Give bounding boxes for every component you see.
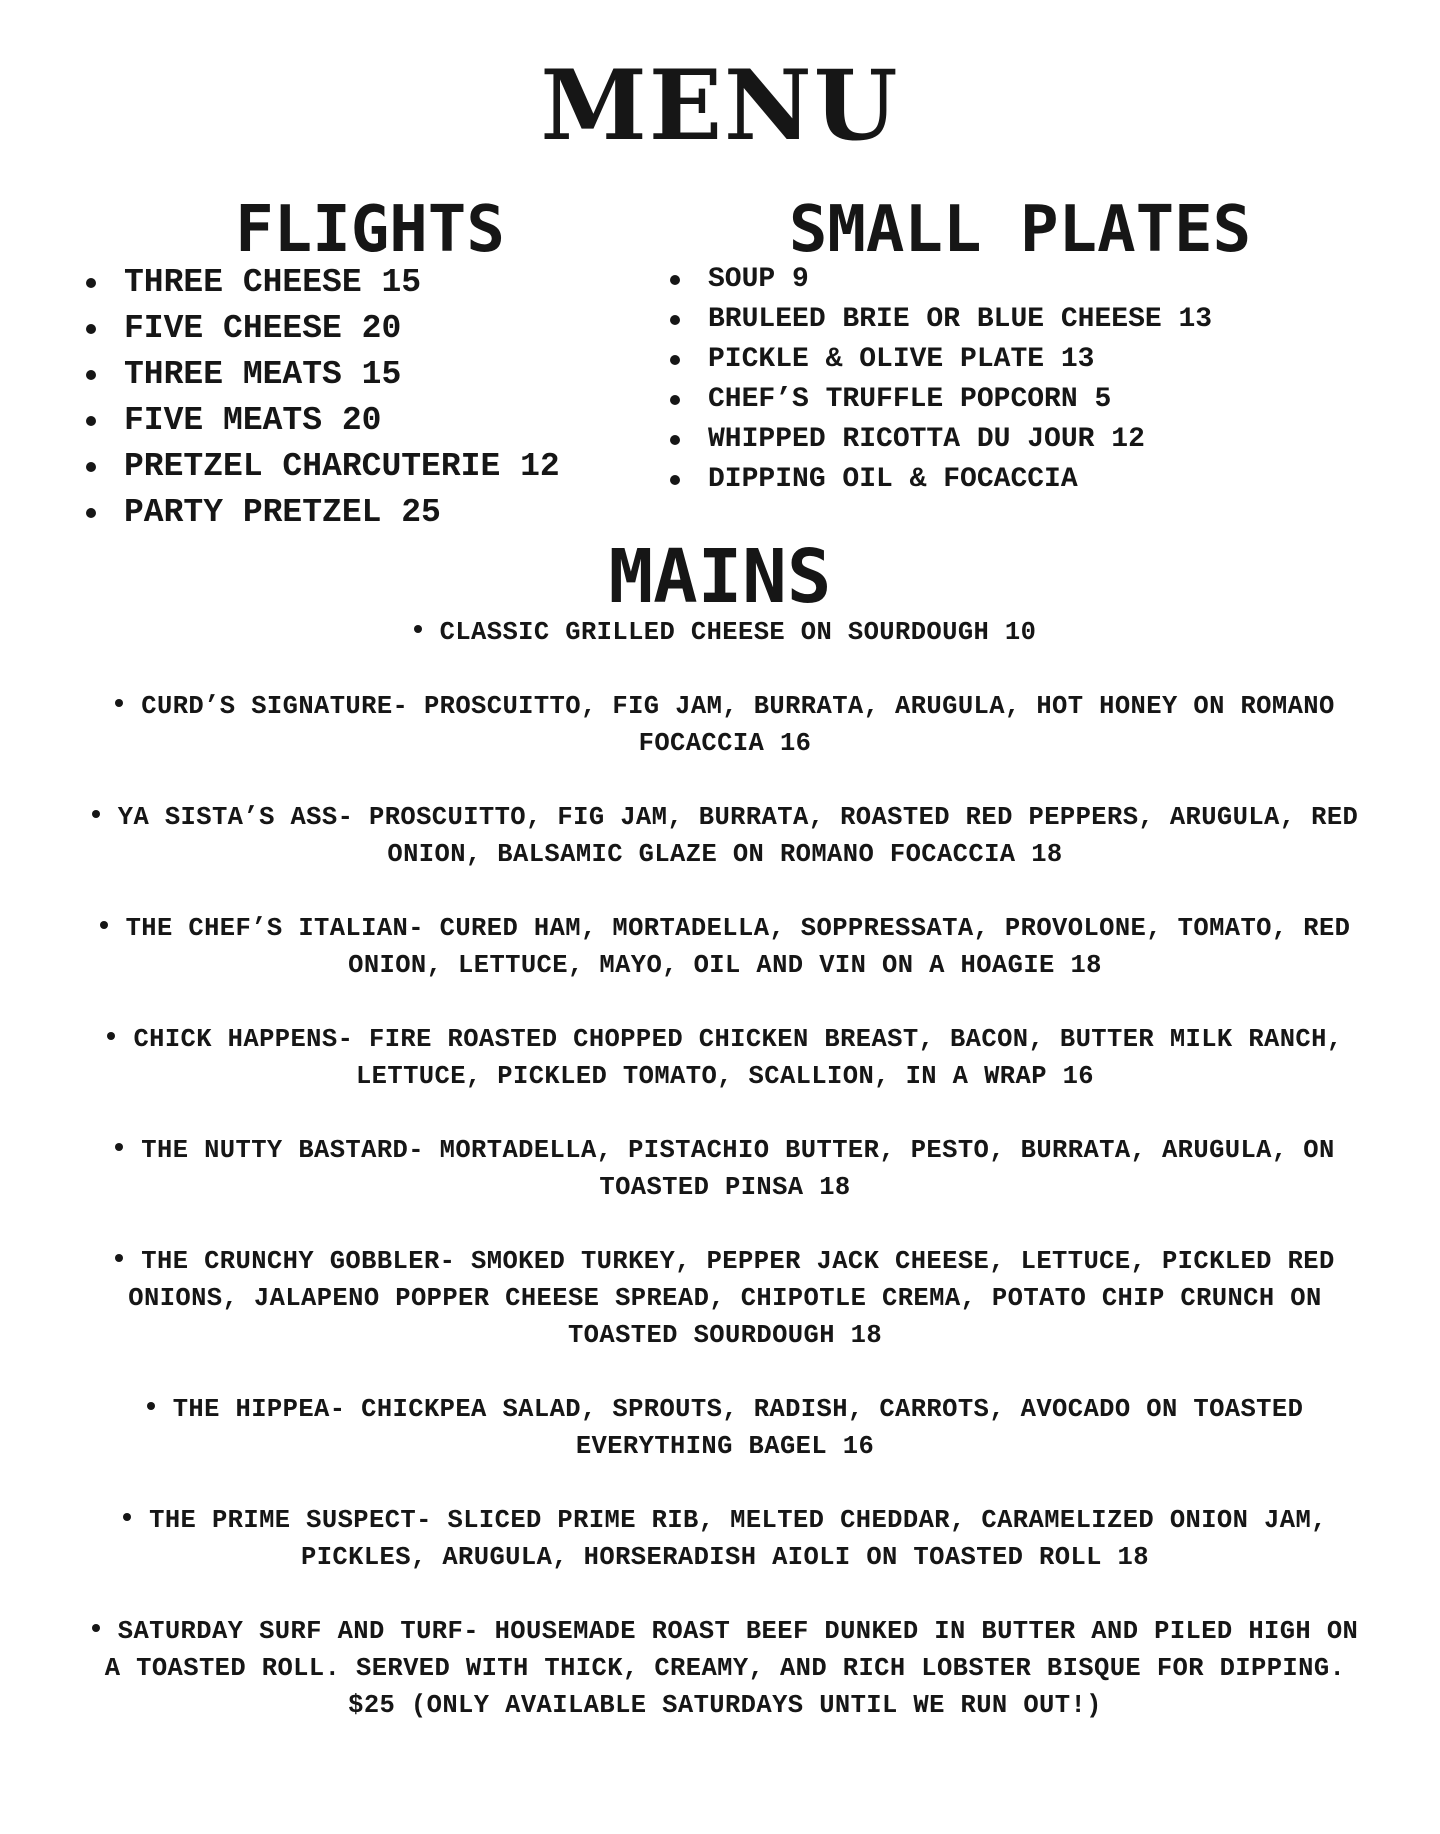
list-item [670,260,1212,300]
flight-item-label: FIVE CHEESE 20 [124,310,402,347]
small-plate-item-label: WHIPPED RICOTTA DU JOUR 12 [708,424,1145,455]
mains-heading: MAINS [608,534,832,620]
small-plate-item-label: SOUP 9 [708,264,809,295]
main-item-label: THE NUTTY BASTARD- MORTADELLA, PISTACHIO BUTTER, PESTO, BURRATA, ARUGULA, ON TOASTED PINSA 18 [141,1136,1335,1202]
bullet-icon [115,699,123,707]
list-item [80,1502,1370,1576]
small-plate-item-label: CHEF’S TRUFFLE POPCORN 5 [708,384,1112,415]
bullet-icon [86,324,96,334]
flight-item-label: FIVE MEATS 20 [124,402,382,439]
main-item-label: CHICK HAPPENS- FIRE ROASTED CHOPPED CHICKEN BREAST, BACON, BUTTER MILK RANCH, LETTUCE, PICKLED TOMATO, SCALLION, IN A WRAP 16 [133,1025,1343,1091]
main-item-label: CLASSIC GRILLED CHEESE ON SOURDOUGH 10 [439,618,1037,647]
list-item [86,260,560,306]
list-item [670,420,1212,460]
list-item [80,1021,1370,1095]
main-item-label: THE HIPPEA- CHICKPEA SALAD, SPROUTS, RADISH, CARROTS, AVOCADO ON TOASTED EVERYTHING BAGEL 16 [172,1395,1304,1461]
bullet-icon [86,462,96,472]
main-item-label: YA SISTA’S ASS- PROSCUITTO, FIG JAM, BURRATA, ROASTED RED PEPPERS, ARUGULA, RED ONION, BALSAMIC GLAZE ON ROMANO FOCACCIA 18 [117,803,1359,869]
bullet-icon [147,1402,155,1410]
bullet-icon [92,810,100,818]
bullet-icon [115,1254,123,1262]
list-item [86,444,560,490]
bullet-icon [92,1624,100,1632]
main-item-label: THE CHEF’S ITALIAN- CURED HAM, MORTADELLA, SOPPRESSATA, PROVOLONE, TOMATO, RED ONION, LETTUCE, MAYO, OIL AND VIN ON A HOAGIE 18 [125,914,1351,980]
list-item [80,688,1370,762]
flight-item-label: THREE MEATS 15 [124,356,402,393]
menu-title: MENU [540,49,900,162]
flight-item-label: PRETZEL CHARCUTERIE 12 [124,448,560,485]
mains-list [80,614,1370,1761]
main-item-label: THE CRUNCHY GOBBLER- SMOKED TURKEY, PEPPER JACK CHEESE, LETTUCE, PICKLED RED ONIONS, JALAPENO POPPER CHEESE SPREAD, CHIPOTLE CREMA, POTATO CHIP CRUNCH ON TOASTED SOURDOUGH 18 [128,1247,1335,1350]
list-item [80,1613,1370,1724]
bullet-icon [86,416,96,426]
bullet-icon [86,508,96,518]
bullet-icon [670,435,680,445]
list-item [670,340,1212,380]
list-item [80,910,1370,984]
list-item [80,1132,1370,1206]
list-item [86,398,560,444]
bullet-icon [86,370,96,380]
small-plates-list [670,260,1212,500]
list-item [80,1391,1370,1465]
main-item-label: SATURDAY SURF AND TURF- HOUSEMADE ROAST BEEF DUNKED IN BUTTER AND PILED HIGH ON A TOASTED ROLL. SERVED WITH THICK, CREAMY, AND RICH LOBSTER BISQUE FOR DIPPING. $25 (ONLY AVAILABLE SATURDAYS UNTIL WE RUN OUT!) [104,1617,1359,1720]
main-item-label: THE PRIME SUSPECT- SLICED PRIME RIB, MELTED CHEDDAR, CARAMELIZED ONION JAM, PICKLES, ARUGULA, HORSERADISH AIOLI ON TOASTED ROLL 18 [149,1506,1327,1572]
flight-item-label: PARTY PRETZEL 25 [124,494,441,531]
list-item [670,380,1212,420]
flight-item-label: THREE CHEESE 15 [124,264,422,301]
small-plate-item-label: BRULEED BRIE OR BLUE CHEESE 13 [708,304,1213,335]
bullet-icon [100,921,108,929]
bullet-icon [107,1032,115,1040]
bullet-icon [670,475,680,485]
small-plates-heading: SMALL PLATES [788,193,1252,267]
bullet-icon [670,315,680,325]
list-item [86,352,560,398]
bullet-icon [115,1143,123,1151]
list-item [86,490,560,536]
flights-heading: FLIGHTS [235,193,505,267]
bullet-icon [123,1513,131,1521]
flights-list [86,260,560,536]
list-item [670,300,1212,340]
list-item [80,614,1370,651]
list-item [80,799,1370,873]
small-plate-item-label: PICKLE & OLIVE PLATE 13 [708,344,1095,375]
main-item-label: CURD’S SIGNATURE- PROSCUITTO, FIG JAM, BURRATA, ARUGULA, HOT HONEY ON ROMANO FOCACCIA 16 [141,692,1335,758]
bullet-icon [86,278,96,288]
small-plate-item-label: DIPPING OIL & FOCACCIA [708,464,1078,495]
bullet-icon [670,355,680,365]
bullet-icon [670,395,680,405]
list-item [670,460,1212,500]
bullet-icon [414,625,422,633]
bullet-icon [670,275,680,285]
list-item [80,1243,1370,1354]
list-item [86,306,560,352]
